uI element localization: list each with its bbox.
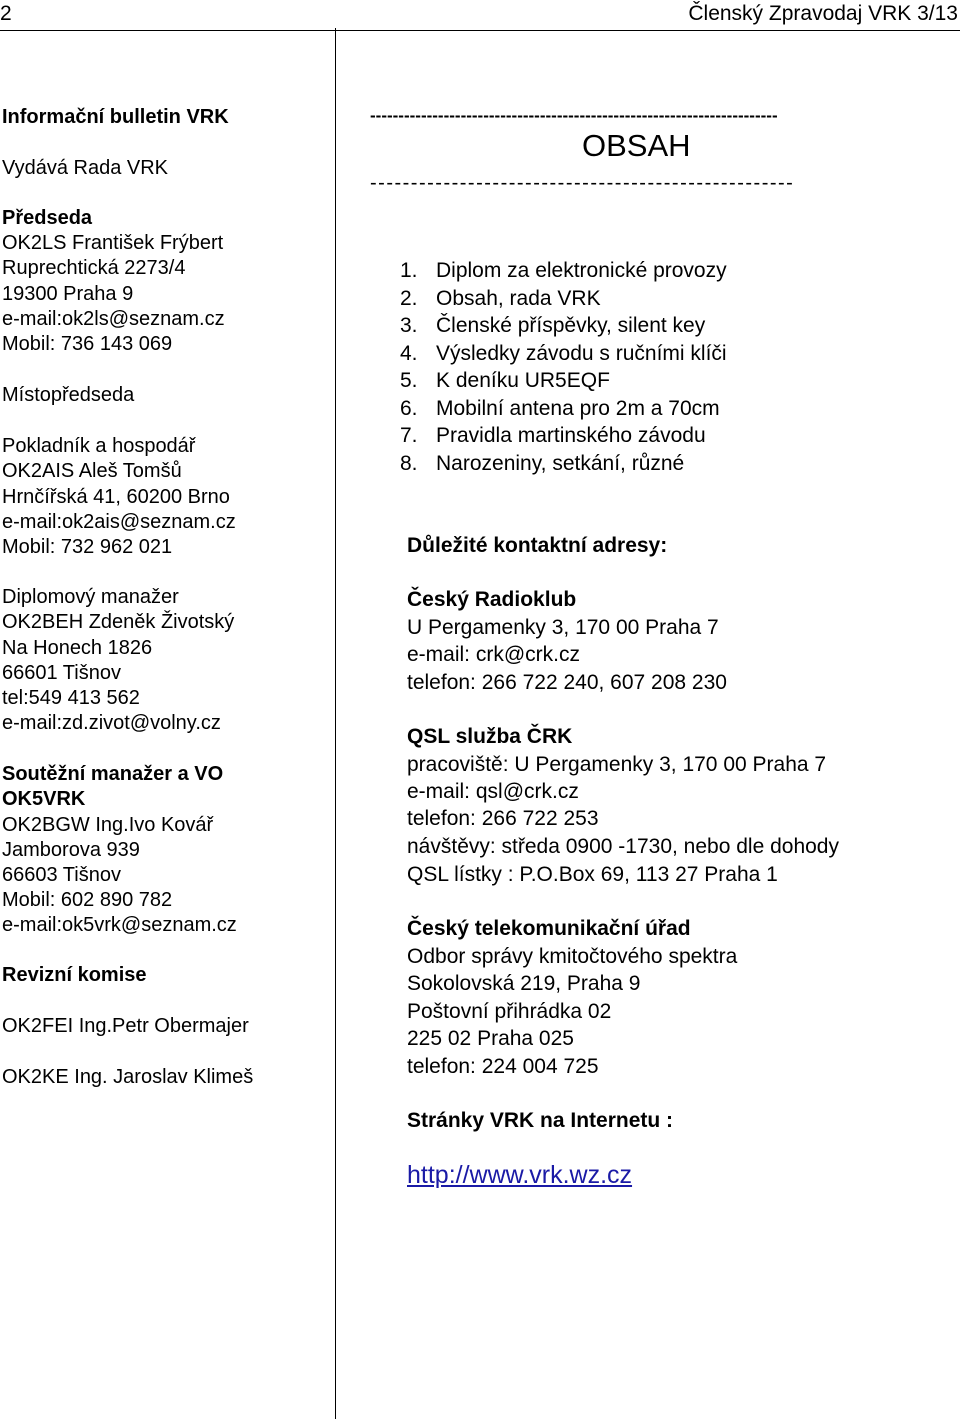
- qsl-cards: QSL lístky : P.O.Box 69, 113 27 Praha 1: [407, 863, 778, 886]
- toc-label: Narozeniny, setkání, různé: [436, 451, 685, 475]
- toc-item: [400, 312, 727, 340]
- contest-email: e-mail:ok5vrk@seznam.cz: [2, 914, 237, 936]
- dash-rule-top: ------------------------------------------------------------------------: [370, 106, 778, 125]
- toc-item: [400, 285, 727, 313]
- toc-item: [400, 422, 727, 450]
- journal-title: Členský Zpravodaj VRK 3/13: [688, 2, 958, 25]
- diploma-name: OK2BEH Zdeněk Životský: [2, 611, 235, 633]
- web-heading: Stránky VRK na Internetu :: [407, 1109, 674, 1132]
- ctu-heading: Český telekomunikační úřad: [407, 917, 691, 940]
- toc-item: [400, 257, 727, 285]
- qsl-phone: telefon: 266 722 253: [407, 807, 599, 830]
- diploma-heading: Diplomový manažer: [2, 586, 179, 608]
- audit-heading: Revizní komise: [2, 964, 147, 986]
- toc-number: 1.: [400, 259, 418, 282]
- crk-heading: Český Radioklub: [407, 588, 577, 611]
- contacts-heading: Důležité kontaktní adresy:: [407, 534, 668, 557]
- toc-item: [400, 450, 727, 478]
- chair-name: OK2LS František Frýbert: [2, 232, 224, 254]
- diploma-street: Na Honech 1826: [2, 637, 153, 659]
- toc-number: 6.: [400, 396, 418, 420]
- web-link[interactable]: http://www.vrk.wz.cz: [407, 1161, 633, 1189]
- ctu-city: 225 02 Praha 025: [407, 1027, 574, 1050]
- qsl-heading: QSL služba ČRK: [407, 725, 573, 748]
- toc-number: 3.: [400, 314, 418, 337]
- toc-number: 4.: [400, 341, 418, 365]
- dash-rule-bottom: ----------------------------------------------------: [370, 172, 795, 194]
- audit-member-2: OK2KE Ing. Jaroslav Klimeš: [2, 1066, 254, 1088]
- diploma-tel: tel:549 413 562: [2, 687, 140, 709]
- crk-address: U Pergamenky 3, 170 00 Praha 7: [407, 616, 719, 639]
- chair-city: 19300 Praha 9: [2, 283, 134, 305]
- toc-label: Mobilní antena pro 2m a 70cm: [436, 396, 720, 420]
- toc-item: [400, 395, 727, 423]
- ctu-pobox: Poštovní přihrádka 02: [407, 1000, 612, 1023]
- qsl-workplace: pracoviště: U Pergamenky 3, 170 00 Praha 7: [407, 753, 827, 776]
- audit-member-1: OK2FEI Ing.Petr Obermajer: [2, 1015, 249, 1037]
- toc-item: [400, 340, 727, 368]
- chair-heading: Předseda: [2, 207, 93, 229]
- toc-number: 7.: [400, 424, 418, 447]
- toc-label: K deníku UR5EQF: [436, 369, 610, 392]
- contest-heading-1: Soutěžní manažer a VO: [2, 763, 224, 785]
- contest-city: 66603 Tišnov: [2, 864, 121, 886]
- contest-mobile: Mobil: 602 890 782: [2, 889, 173, 911]
- contents-title: OBSAH: [582, 128, 691, 163]
- page-number: 2: [0, 2, 12, 25]
- contents-list: [400, 257, 727, 477]
- treasurer-name: OK2AIS Aleš Tomšů: [2, 460, 182, 482]
- toc-item: [400, 367, 727, 395]
- contest-name: OK2BGW Ing.Ivo Kovář: [2, 814, 214, 836]
- treasurer-heading: Pokladník a hospodář: [2, 435, 196, 457]
- chair-email: e-mail:ok2ls@seznam.cz: [2, 308, 225, 330]
- toc-label: Výsledky závodu s ručními klíči: [436, 341, 727, 365]
- diploma-email: e-mail:zd.zivot@volny.cz: [2, 712, 221, 734]
- treasurer-email: e-mail:ok2ais@seznam.cz: [2, 511, 236, 533]
- qsl-visits: návštěvy: středa 0900 -1730, nebo dle dohody: [407, 835, 839, 858]
- diploma-city: 66601 Tišnov: [2, 662, 121, 684]
- crk-phone: telefon: 266 722 240, 607 208 230: [407, 671, 727, 694]
- column-divider: [335, 28, 336, 1419]
- ctu-phone: telefon: 224 004 725: [407, 1055, 599, 1078]
- ctu-street: Sokolovská 219, Praha 9: [407, 972, 641, 995]
- ctu-dept: Odbor správy kmitočtového spektra: [407, 945, 738, 968]
- toc-label: Pravidla martinského závodu: [436, 424, 706, 447]
- page-header: [0, 0, 960, 31]
- chair-mobile: Mobil: 736 143 069: [2, 333, 173, 355]
- contest-heading-2: OK5VRK: [2, 788, 86, 810]
- toc-label: Obsah, rada VRK: [436, 286, 601, 310]
- bulletin-title: Informační bulletin VRK: [2, 106, 229, 128]
- contest-street: Jamborova 939: [2, 839, 140, 861]
- toc-number: 2.: [400, 286, 418, 310]
- publisher: Vydává Rada VRK: [2, 157, 169, 179]
- chair-street: Ruprechtická 2273/4: [2, 257, 186, 279]
- vice-heading: Místopředseda: [2, 384, 135, 406]
- treasurer-mobile: Mobil: 732 962 021: [2, 536, 173, 558]
- toc-number: 5.: [400, 369, 418, 392]
- qsl-email: e-mail: qsl@crk.cz: [407, 780, 579, 803]
- treasurer-street: Hrnčířská 41, 60200 Brno: [2, 486, 230, 508]
- crk-email: e-mail: crk@crk.cz: [407, 643, 580, 666]
- toc-label: Členské příspěvky, silent key: [436, 314, 706, 337]
- toc-label: Diplom za elektronické provozy: [436, 259, 727, 282]
- toc-number: 8.: [400, 451, 418, 475]
